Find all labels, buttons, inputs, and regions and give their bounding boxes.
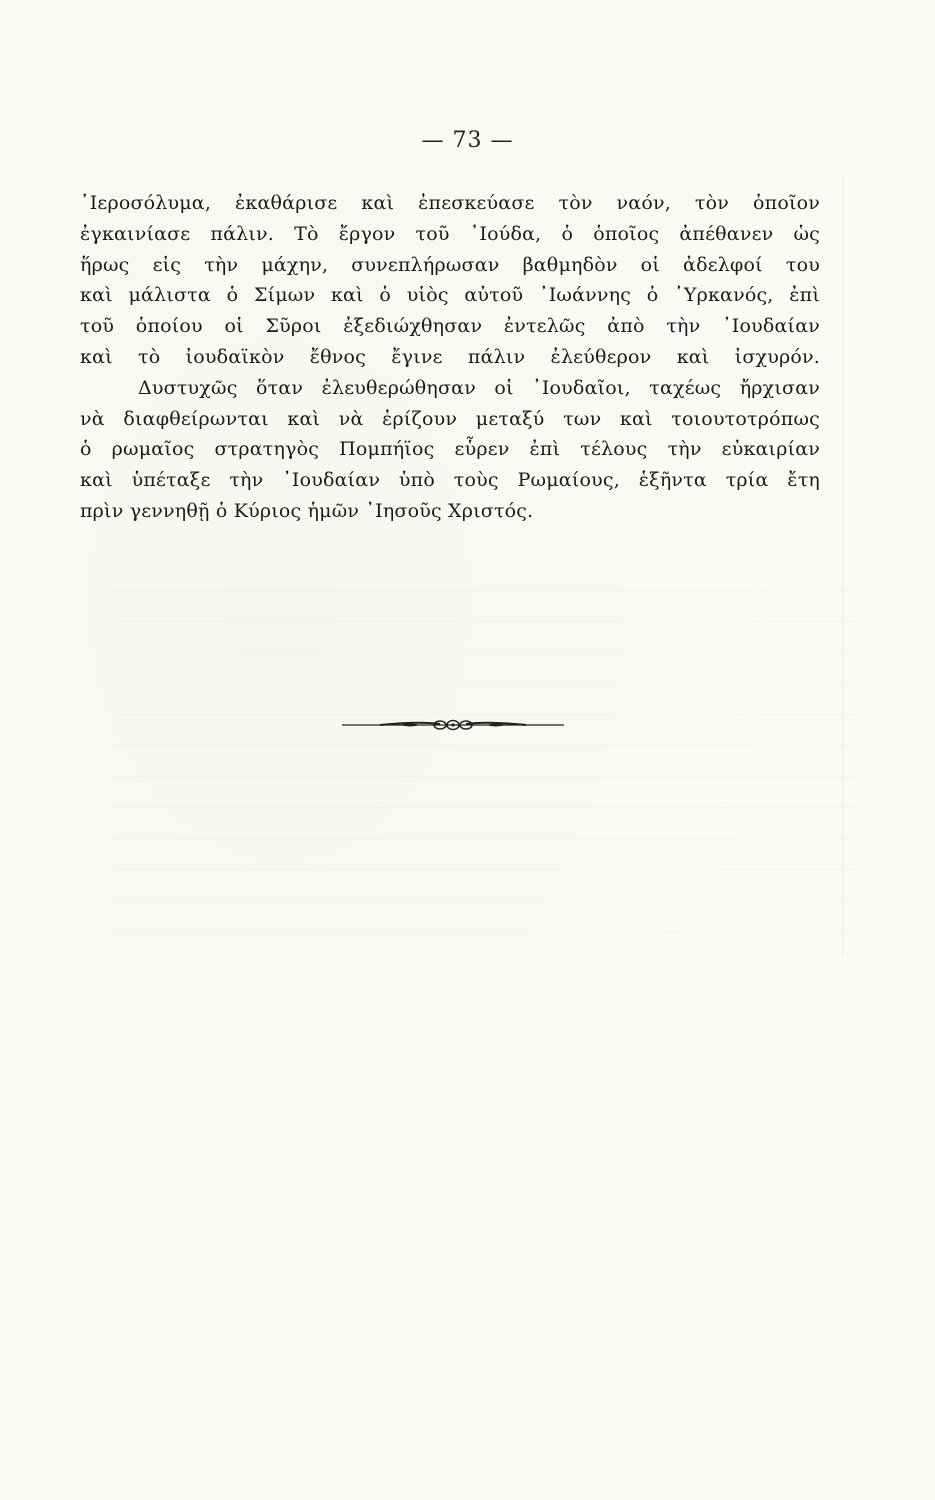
- text-line-4: καὶ μάλιστα ὁ Σίμων καὶ ὁ υἱὸς αὐτοῦ ᾿Ιωάννης ὁ ῾Υρκανός, ἐπὶ: [80, 284, 820, 307]
- body-text: [80, 188, 820, 527]
- text-line-5: τοῦ ὁποίου οἱ Σῦροι ἐξεδιώχθησαν ἐντελῶς ἀπὸ τὴν ᾿Ιουδαίαν: [80, 315, 820, 338]
- text-line-8: νὰ διαφθείρωνται καὶ νὰ ἐρίζουν μεταξύ των καὶ τοιουτοτρόπως: [80, 407, 820, 430]
- text-line-11: πρὶν γεννηθῇ ὁ Κύριος ἡμῶν ᾿Ιησοῦς Χριστός.: [80, 499, 534, 522]
- text-line-7: Δυστυχῶς ὅταν ἐλευθερώθησαν οἱ ᾿Ιουδαῖοι, ταχέως ἤρχισαν: [138, 376, 820, 399]
- text-line-1: ῾Ιεροσόλυμα, ἐκαθάρισε καὶ ἐπεσκεύασε τὸν ναόν, τὸν ὁποῖον: [80, 192, 820, 214]
- text-line-3: ἥρως εἰς τὴν μάχην, συνεπλήρωσαν βαθμηδὸν οἱ ἀδελφοί του: [80, 253, 820, 276]
- text-line-10: καὶ ὑπέταξε τὴν ᾿Ιουδαίαν ὑπὸ τοὺς Ρωμαίους, ἑξῆντα τρία ἔτη: [80, 469, 820, 492]
- page-number: — 73 —: [421, 128, 514, 153]
- text-line-6: καὶ τὸ ἰουδαϊκὸν ἔθνος ἔγινε πάλιν ἐλεύθερον καὶ ἰσχυρόν.: [80, 345, 820, 368]
- text-line-9: ὁ ρωμαῖος στρατηγὸς Πομπήϊος εὗρεν ἐπὶ τέλους τὴν εὐκαιρίαν: [80, 438, 820, 461]
- text-line-2: ἐγκαινίασε πάλιν. Τὸ ἔργον τοῦ ᾿Ιούδα, ὁ ὁποῖος ἀπέθανεν ὡς: [80, 222, 820, 245]
- show-through-text: [115, 560, 855, 920]
